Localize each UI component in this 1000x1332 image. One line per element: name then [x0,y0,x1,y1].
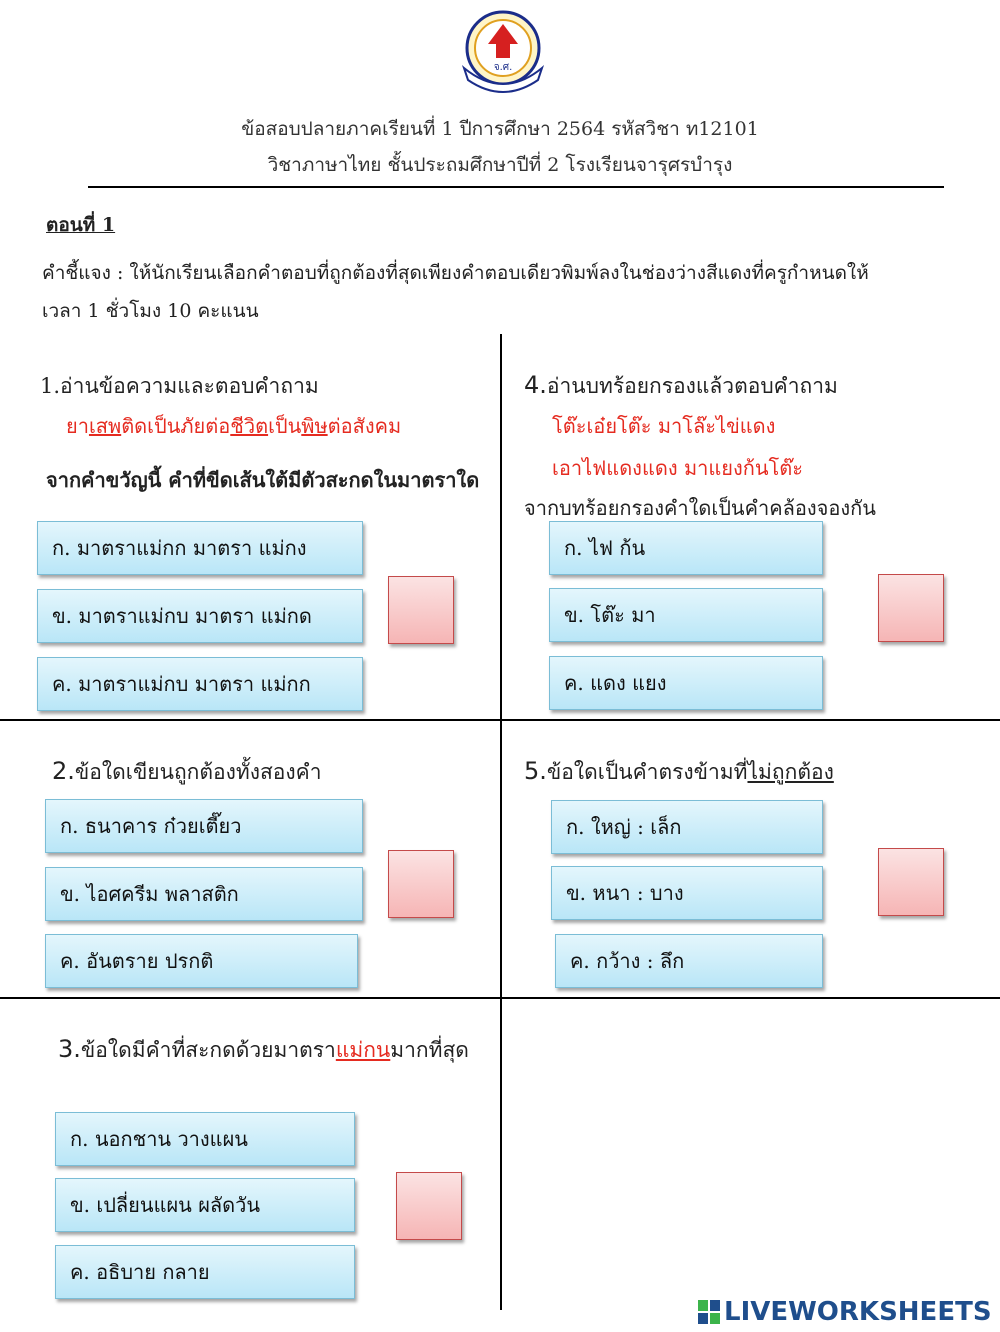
q4-answer-box[interactable] [878,574,944,642]
q5-option-b[interactable]: ข. หนา : บาง [551,866,823,920]
grid-vertical-line [500,334,502,1310]
svg-text:จ.ศ.: จ.ศ. [493,62,513,73]
q4-option-b[interactable]: ข. โต๊ะ มา [549,588,823,642]
lws-mark-icon [698,1300,720,1324]
q4-question: จากบทร้อยกรองคำใดเป็นคำคล้องจองกัน [524,496,876,520]
time-text: เวลา 1 ชั่วโมง 10 คะแนน [42,300,259,322]
q5-number: 5. [524,757,547,785]
grid-horizontal-line-2 [0,997,1000,999]
exam-subtitle: วิชาภาษาไทย ชั้นประถมศึกษาปีที่ 2 โรงเรียนจารุศรบำรุง [267,154,733,176]
q4-number: 4. [524,371,547,399]
q5-title [524,756,834,789]
q2-title [52,756,322,789]
q1-title [40,370,319,403]
q5-title-text: ข้อใดเป็นคำตรงข้ามที่ [546,760,748,784]
q1-slogan [66,410,401,442]
q2-option-b[interactable]: ข. ไอศครีม พลาสติก [45,867,363,921]
q4-title [524,370,838,403]
instruction-text: คำชี้แจง : ให้นักเรียนเลือกคำตอบที่ถูกต้องที่สุดเพียงคำตอบเดียวพิมพ์ลงในช่องว่างสีแดงที่ครูกำหนดให้ [42,262,869,284]
q3-title-end: มากที่สุด [390,1038,469,1062]
grid-horizontal-line-1 [0,719,1000,721]
school-logo [458,8,548,94]
slogan-underlined-word: พิษ [301,414,328,438]
q4-title-text: อ่านบทร้อยกรองแล้วตอบคำถาม [546,374,838,398]
q2-answer-box[interactable] [388,850,454,918]
slogan-part: ต่อสังคม [327,414,402,438]
q2-option-c[interactable]: ค. อันตราย ปรกติ [45,934,358,988]
q3-number: 3. [58,1035,81,1063]
q1-answer-box[interactable] [388,576,454,644]
brand-name: LIVEWORKSHEETS [724,1297,992,1327]
slogan-underlined-word: ชีวิต [230,414,269,438]
q1-option-c[interactable]: ค. มาตราแม่กบ มาตรา แม่กก [37,657,363,711]
q3-title [58,1034,469,1067]
q1-option-a[interactable]: ก. มาตราแม่กก มาตรา แม่กง [37,521,363,575]
part-label: ตอนที่ 1 [46,214,116,236]
liveworksheets-logo [698,1297,992,1327]
q4-option-a[interactable]: ก. ไฟ ก้น [549,521,823,575]
slogan-part: เป็น [268,414,302,438]
q2-option-a[interactable]: ก. ธนาคาร ก๋วยเตี๊ยว [45,799,363,853]
q5-answer-box[interactable] [878,848,944,916]
q3-answer-box[interactable] [396,1172,462,1240]
q4-poem-line-1: โต๊ะเอ๋ยโต๊ะ มาโล๊ะไข่แดง [552,414,776,438]
header-divider [88,186,944,188]
q1-title-text: อ่านข้อความและตอบคำถาม [60,374,319,398]
q1-number: 1. [40,374,61,398]
q2-title-text: ข้อใดเขียนถูกต้องทั้งสองคำ [74,760,322,784]
slogan-underlined-word: เสพ [88,414,122,438]
q3-title-highlight: แม่กน [335,1038,391,1062]
q5-option-c[interactable]: ค. กว้าง : ลึก [555,934,823,988]
q2-number: 2. [52,757,75,785]
q3-option-a[interactable]: ก. นอกชาน วางแผน [55,1112,355,1166]
q5-option-a[interactable]: ก. ใหญ่ : เล็ก [551,800,823,854]
q1-question: จากคำขวัญนี้ คำที่ขีดเส้นใต้มีตัวสะกดในมาตราใด [46,468,480,492]
slogan-part: ยา [66,414,89,438]
q4-poem-line-2: เอาไฟแดงแดง มาแยงก้นโต๊ะ [552,456,803,480]
exam-title: ข้อสอบปลายภาคเรียนที่ 1 ปีการศึกษา 2564 รหัสวิชา ท12101 [241,118,759,140]
slogan-part: ติดเป็นภัยต่อ [121,414,231,438]
q5-title-underlined: ไม่ถูกต้อง [747,760,834,784]
q3-title-text: ข้อใดมีคำที่สะกดด้วยมาตรา [80,1038,336,1062]
q3-option-c[interactable]: ค. อธิบาย กลาย [55,1245,355,1299]
q1-option-b[interactable]: ข. มาตราแม่กบ มาตรา แม่กด [37,589,363,643]
q4-option-c[interactable]: ค. แดง แยง [549,656,823,710]
q3-option-b[interactable]: ข. เปลี่ยนแผน ผลัดวัน [55,1178,355,1232]
